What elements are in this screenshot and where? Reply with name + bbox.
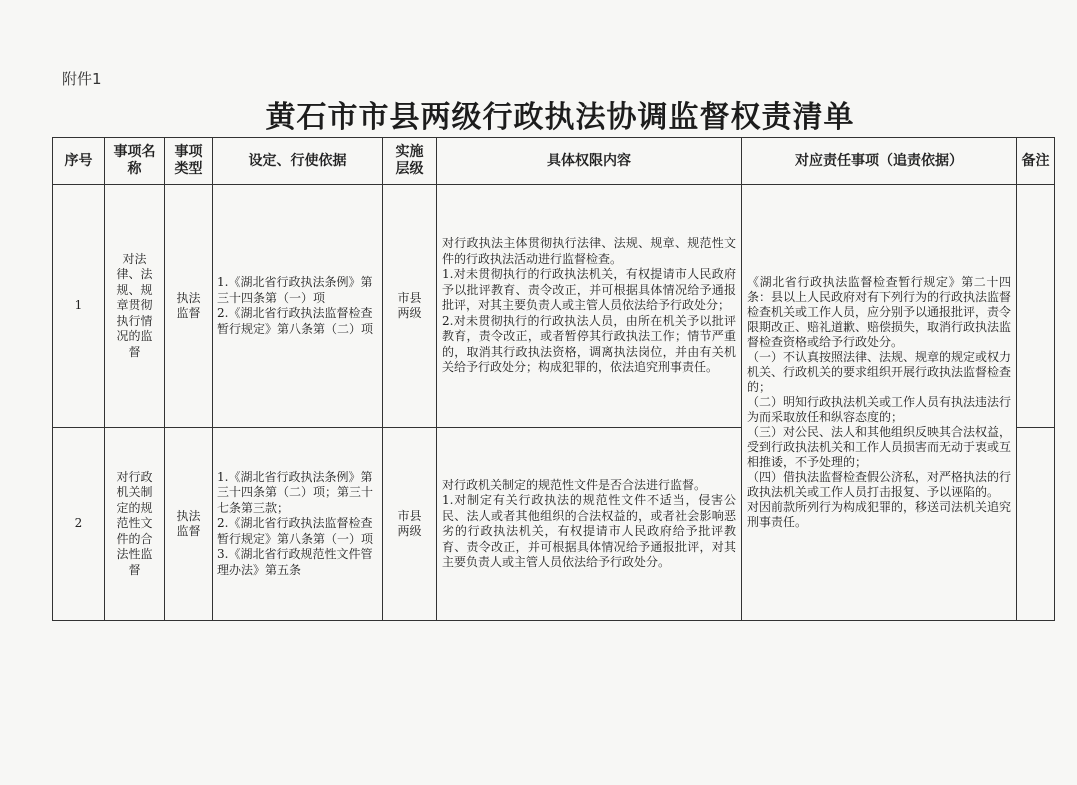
header-item-type: 事项类型 xyxy=(165,138,213,185)
row-basis: 1.《湖北省行政执法条例》第三十四条第（一）项 2.《湖北省行政执法监督检查暂行规定》第八条第（二）项 xyxy=(213,185,383,428)
row-index: 2 xyxy=(53,428,105,621)
attachment-label: 附件1 xyxy=(62,70,102,88)
header-responsibility: 对应责任事项（追责依据） xyxy=(742,138,1017,185)
header-level: 实施层级 xyxy=(383,138,437,185)
row-remark xyxy=(1017,185,1055,428)
row-level: 市县两级 xyxy=(383,185,437,428)
header-basis: 设定、行使依据 xyxy=(213,138,383,185)
row-item-name: 对法律、法规、规章贯彻执行情况的监督 xyxy=(105,185,165,428)
row-content: 对行政机关制定的规范性文件是否合法进行监督。 1.对制定有关行政执法的规范性文件不适当，侵害公民、法人或者其他组织的合法权益的，或者社会影响恶劣的行政执法机关，有权提请市人民政府给予批评教育、责令改正，并可根据具体情况给予通报批评，对其主要负责人或主管人员依法给予行政处分。 xyxy=(437,428,742,621)
row-index: 1 xyxy=(53,185,105,428)
row-item-type: 执法监督 xyxy=(165,428,213,621)
header-content: 具体权限内容 xyxy=(437,138,742,185)
page-title: 黄石市市县两级行政执法协调监督权责清单 xyxy=(265,100,855,135)
table-row xyxy=(53,185,1055,428)
row-item-type: 执法监督 xyxy=(165,185,213,428)
row-content: 对行政执法主体贯彻执行法律、法规、规章、规范性文件的行政执法活动进行监督检查。 1.对未贯彻执行的行政执法机关，有权提请市人民政府予以批评教育、责令改正，并可根据具体情况给予通报批评，对其主要负责人或主管人员依法给予行政处分； 2.对未贯彻执行的行政执法人员，由所在机关予以批评教育，责令改正，或者暂停其行政执法工作；情节严重的，取消其行政执法资格，调离执法岗位，并由有关机关给予行政处分；构成犯罪的，依法追究刑事责任。 xyxy=(437,185,742,428)
header-index: 序号 xyxy=(53,138,105,185)
row-responsibility: 《湖北省行政执法监督检查暂行规定》第二十四条：县以上人民政府对有下列行为的行政执法监督检查机关或工作人员，应分别予以通报批评，责令限期改正、赔礼道歉、赔偿损失，取消行政执法监督检查资格或给予行政处分。 （一）不认真按照法律、法规、规章的规定或权力机关、行政机关的要求组织开展行政执法监督检查的； （二）明知行政执法机关或工作人员有执法违法行为而采取放任和纵容态度的； （三）对公民、法人和其他组织反映其合法权益，受到行政执法机关和工作人员损害而无动于衷或互相推诿，不予处理的； （四）借执法监督检查假公济私，对严格执法的行政执法机关或工作人员打击报复、予以诬陷的。 对因前款所列行为构成犯罪的，移送司法机关追究刑事责任。 xyxy=(742,185,1017,621)
table-header-row xyxy=(53,138,1055,185)
row-level: 市县两级 xyxy=(383,428,437,621)
header-remark: 备注 xyxy=(1017,138,1055,185)
header-item-name: 事项名称 xyxy=(105,138,165,185)
row-remark xyxy=(1017,428,1055,621)
row-basis: 1.《湖北省行政执法条例》第三十四条第（二）项；第三十七条第三款； 2.《湖北省行政执法监督检查暂行规定》第八条第（一）项 3.《湖北省行政规范性文件管理办法》第五条 xyxy=(213,428,383,621)
row-item-name: 对行政机关制定的规范性文件的合法性监督 xyxy=(105,428,165,621)
responsibility-table xyxy=(52,137,1055,621)
